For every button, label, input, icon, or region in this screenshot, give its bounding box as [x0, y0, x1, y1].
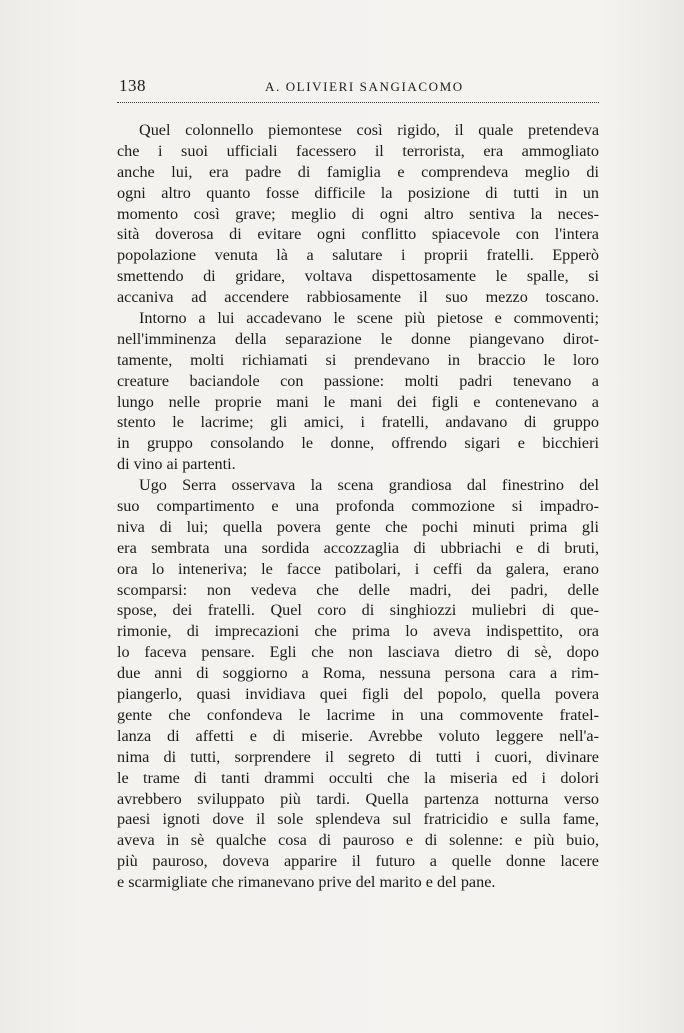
header-rule — [117, 102, 599, 103]
text-line: le trame di tanti drammi occulti che la miseria ed i dolori — [117, 768, 599, 787]
running-head: A. OLIVIERI SANGIACOMO — [265, 79, 464, 94]
text-line: gente che confondeva le lacrime in una commovente fratel- — [117, 705, 599, 724]
text-line: paesi ignoti dove il sole splendeva sul fratricidio e sulla fame, — [117, 810, 599, 829]
text-line: momento così grave; meglio di ogni altro sentiva la neces- — [117, 204, 599, 223]
text-line: suo compartimento e una profonda commozione si impadro- — [117, 497, 599, 516]
text-line: che i suoi ufficiali facessero il terrorista, era ammogliato — [117, 141, 599, 160]
text-line: ogni altro quanto fosse difficile la posizione di tutti in un — [117, 183, 599, 202]
text-line: due anni di soggiorno a Roma, nessuna persona cara a rim- — [117, 664, 599, 683]
text-line: lanza di affetti e di miserie. Avrebbe voluto leggere nell'a- — [117, 726, 599, 745]
page-header — [117, 76, 599, 100]
text-line: niva di lui; quella povera gente che pochi minuti prima gli — [117, 517, 599, 536]
text-line: in gruppo consolando le donne, offrendo sigari e bicchieri — [117, 434, 599, 453]
text-line: accaniva ad accendere rabbiosamente il suo mezzo toscano. — [117, 288, 599, 307]
body-text — [117, 120, 599, 893]
text-line: ora lo inteneriva; le facce patibolari, i ceffi da galera, erano — [117, 559, 599, 578]
text-line: più pauroso, doveva apparire il futuro a quelle donne lacere — [117, 852, 599, 871]
text-line: lungo nelle proprie mani le mani dei figli e contenevano a — [117, 392, 599, 411]
text-line: e scarmigliate che rimanevano prive del marito e del pane. — [117, 873, 496, 892]
text-line: spose, dei fratelli. Quel coro di singhiozzi muliebri di que- — [117, 601, 599, 620]
text-line: Intorno a lui accadevano le scene più pietose e commoventi; — [139, 309, 599, 328]
text-line: avrebbero sviluppato più tardi. Quella partenza notturna verso — [117, 789, 599, 808]
text-line: aveva in sè qualche cosa di pauroso e di solenne: e più buio, — [117, 831, 599, 850]
text-line: lo faceva pensare. Egli che non lasciava dietro di sè, dopo — [117, 643, 599, 662]
text-line: rimonie, di imprecazioni che prima lo aveva indispettito, ora — [117, 622, 599, 641]
text-line: sità doverosa di evitare ogni conflitto spiacevole con l'intera — [117, 225, 599, 244]
text-line: era sembrata una sordida accozzaglia di ubbriachi e di bruti, — [117, 538, 599, 557]
text-line: creature baciandole con passione: molti padri tenevano a — [117, 371, 599, 390]
text-line: scomparsi: non vedeva che delle madri, dei padri, delle — [117, 580, 599, 599]
text-line: Ugo Serra osservava la scena grandiosa dal finestrino del — [139, 476, 599, 495]
text-line: anche lui, era padre di famiglia e comprendeva meglio di — [117, 162, 599, 181]
text-line: nell'imminenza della separazione le donne piangevano dirot- — [117, 329, 599, 348]
page-number: 138 — [119, 76, 146, 95]
text-line: di vino ai partenti. — [117, 455, 236, 474]
text-line: popolazione venuta là a salutare i proprii fratelli. Epperò — [117, 246, 599, 265]
text-line: piangerlo, quasi invidiava quei figli del popolo, quella povera — [117, 685, 599, 704]
text-line: nima di tutti, sorprendere il segreto di tutti i cuori, divinare — [117, 747, 599, 766]
text-line: tamente, molti richiamati si prendevano in braccio le loro — [117, 350, 599, 369]
text-line: Quel colonnello piemontese così rigido, il quale pretendeva — [139, 121, 599, 139]
text-line: smettendo di gridare, voltava dispettosamente le spalle, si — [117, 267, 599, 286]
text-line: stento le lacrime; gli amici, i fratelli, andavano di gruppo — [117, 413, 599, 432]
